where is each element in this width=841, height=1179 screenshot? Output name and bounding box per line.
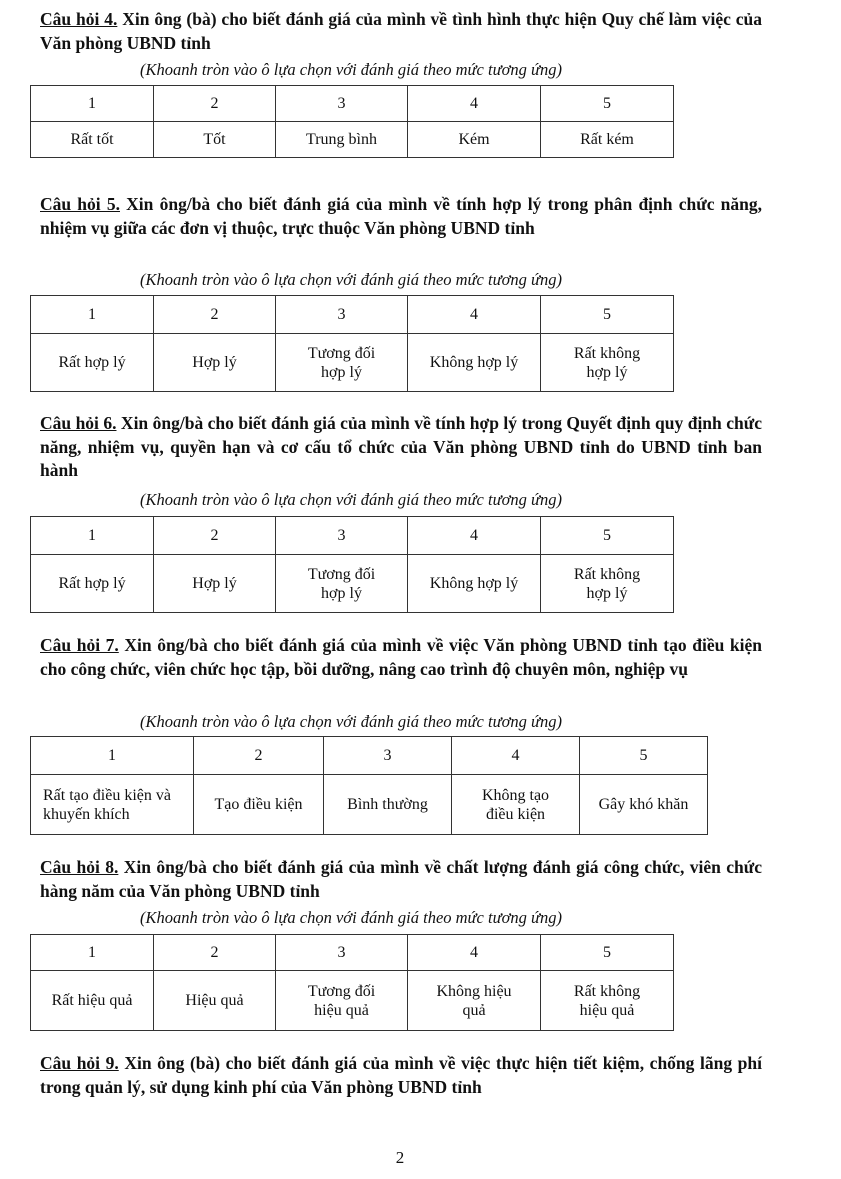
q8-scale-2[interactable]: 2 [154,935,276,971]
q4-option-1[interactable]: Rất tốt [31,122,154,158]
page-number: 2 [395,1148,405,1167]
question-6-text: Xin ông/bà cho biết đánh giá của mình về tính hợp lý trong Quyết định quy định chức năng, nhiệm vụ, quyền hạn và cơ cấu tổ chức của Văn phòng UBND tỉnh do UBND tỉnh ban hành [40,413,762,480]
question-5-hint: (Khoanh tròn vào ô lựa chọn với đánh giá theo mức tương ứng) [139,270,563,289]
question-5-number: Câu hỏi 5. [40,194,120,214]
question-7-options-table [30,736,708,835]
q8-scale-3[interactable]: 3 [276,935,408,971]
q4-option-5[interactable]: Rất kém [541,122,674,158]
q6-option-5[interactable]: Rất không hợp lý [541,555,674,613]
question-6-options-table [30,516,674,613]
question-6-number: Câu hỏi 6. [40,413,117,433]
question-7 [40,634,762,681]
question-8-options-table [30,934,674,1031]
q7-scale-2[interactable]: 2 [194,737,324,775]
question-8-text: Xin ông/bà cho biết đánh giá của mình về chất lượng đánh giá công chức, viên chức hàng năm của Văn phòng UBND tỉnh [40,857,762,901]
q4-option-4[interactable]: Kém [408,122,541,158]
question-8-hint: (Khoanh tròn vào ô lựa chọn với đánh giá theo mức tương ứng) [139,908,563,927]
q6-option-1[interactable]: Rất hợp lý [31,555,154,613]
question-6-hint: (Khoanh tròn vào ô lựa chọn với đánh giá theo mức tương ứng) [139,490,563,509]
q8-option-1[interactable]: Rất hiệu quả [31,971,154,1031]
q6-scale-5[interactable]: 5 [541,517,674,555]
q6-scale-2[interactable]: 2 [154,517,276,555]
q5-option-2[interactable]: Hợp lý [154,334,276,392]
q4-option-3[interactable]: Trung bình [276,122,408,158]
q5-scale-5[interactable]: 5 [541,296,674,334]
q8-scale-1[interactable]: 1 [31,935,154,971]
q7-option-2[interactable]: Tạo điều kiện [194,775,324,835]
question-9-number: Câu hỏi 9. [40,1053,119,1073]
question-4-hint: (Khoanh tròn vào ô lựa chọn với đánh giá theo mức tương ứng) [139,60,563,79]
q8-option-4[interactable]: Không hiệu quả [408,971,541,1031]
q7-scale-4[interactable]: 4 [452,737,580,775]
question-7-number: Câu hỏi 7. [40,635,119,655]
question-5-options-table [30,295,674,392]
q7-option-3[interactable]: Bình thường [324,775,452,835]
question-9 [40,1052,762,1099]
q5-scale-1[interactable]: 1 [31,296,154,334]
q4-scale-1[interactable]: 1 [31,86,154,122]
q6-scale-4[interactable]: 4 [408,517,541,555]
q4-scale-4[interactable]: 4 [408,86,541,122]
q5-option-4[interactable]: Không hợp lý [408,334,541,392]
q5-scale-3[interactable]: 3 [276,296,408,334]
q5-option-5[interactable]: Rất không hợp lý [541,334,674,392]
question-8 [40,856,762,903]
q6-option-2[interactable]: Hợp lý [154,555,276,613]
q4-option-2[interactable]: Tốt [154,122,276,158]
q4-scale-2[interactable]: 2 [154,86,276,122]
question-5 [40,193,762,240]
question-9-text: Xin ông (bà) cho biết đánh giá của mình về việc thực hiện tiết kiệm, chống lãng phí trong quản lý, sử dụng kinh phí của Văn phòng UBND tỉnh [40,1053,762,1097]
q7-option-4[interactable]: Không tạo điều kiện [452,775,580,835]
q6-option-4[interactable]: Không hợp lý [408,555,541,613]
q6-option-3[interactable]: Tương đối hợp lý [276,555,408,613]
q8-scale-5[interactable]: 5 [541,935,674,971]
q5-scale-4[interactable]: 4 [408,296,541,334]
q7-option-5[interactable]: Gây khó khăn [580,775,708,835]
question-4-number: Câu hỏi 4. [40,9,118,29]
q8-option-2[interactable]: Hiệu quả [154,971,276,1031]
q4-scale-5[interactable]: 5 [541,86,674,122]
q7-scale-1[interactable]: 1 [31,737,194,775]
q5-scale-2[interactable]: 2 [154,296,276,334]
question-7-text: Xin ông/bà cho biết đánh giá của mình về việc Văn phòng UBND tỉnh tạo điều kiện cho công chức, viên chức học tập, bồi dưỡng, nâng cao trình độ chuyên môn, nghiệp vụ [40,635,763,679]
q7-scale-5[interactable]: 5 [580,737,708,775]
q5-option-3[interactable]: Tương đối hợp lý [276,334,408,392]
question-5-text: Xin ông/bà cho biết đánh giá của mình về tính hợp lý trong phân định chức năng, nhiệm vụ giữa các đơn vị thuộc, trực thuộc Văn phòng UBND tỉnh [40,194,762,238]
q8-scale-4[interactable]: 4 [408,935,541,971]
q7-option-1[interactable]: Rất tạo điều kiện và khuyến khích [31,775,194,835]
question-4 [40,8,762,55]
question-8-number: Câu hỏi 8. [40,857,119,877]
q6-scale-3[interactable]: 3 [276,517,408,555]
q7-scale-3[interactable]: 3 [324,737,452,775]
q8-option-5[interactable]: Rất không hiệu quả [541,971,674,1031]
question-4-text: Xin ông (bà) cho biết đánh giá của mình về tình hình thực hiện Quy chế làm việc của Văn phòng UBND tỉnh [40,9,762,53]
q4-scale-3[interactable]: 3 [276,86,408,122]
question-7-hint: (Khoanh tròn vào ô lựa chọn với đánh giá theo mức tương ứng) [139,712,563,731]
q5-option-1[interactable]: Rất hợp lý [31,334,154,392]
question-4-options-table [30,85,674,158]
q8-option-3[interactable]: Tương đối hiệu quả [276,971,408,1031]
question-6 [40,412,762,483]
q6-scale-1[interactable]: 1 [31,517,154,555]
